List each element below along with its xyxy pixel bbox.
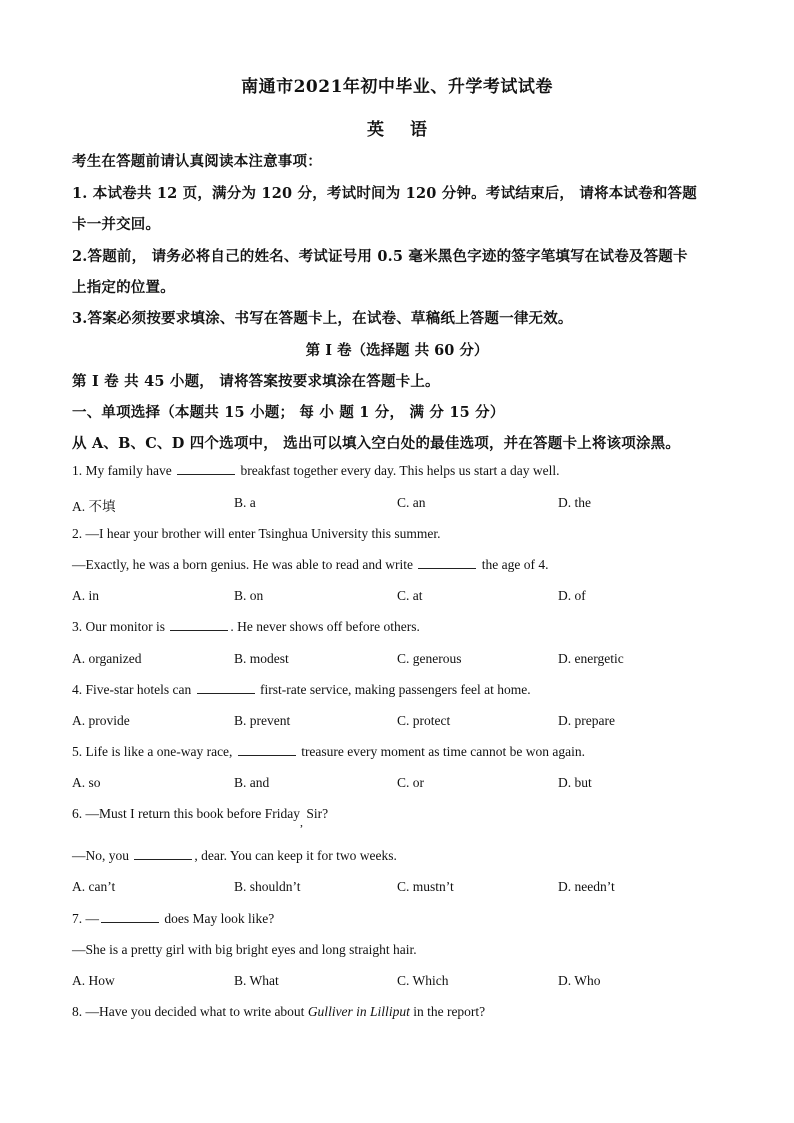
question-6: 6. —Must I return this book before Friday, Sir?	[72, 806, 329, 829]
section-title: 一、单项选择（本题共 15 小题； 每 小 题 1 分， 满 分 15 分）	[72, 404, 505, 421]
question-6-reply: —No, you , dear. You can keep it for two weeks.	[72, 848, 397, 863]
q2-option-c: C. at	[397, 588, 423, 603]
question-8: 8. —Have you decided what to write about Gulliver in Lilliput in the report?	[72, 1004, 486, 1019]
question-2: 2. —I hear your brother will enter Tsinghua University this summer.	[72, 526, 441, 541]
q7-option-d: D. Who	[558, 973, 601, 988]
q5-option-b: B. and	[234, 775, 270, 790]
notice-heading: 考生在答题前请认真阅读本注意事项：	[72, 153, 322, 170]
question-4: 4. Five-star hotels can first-rate service, making passengers feel at home.	[72, 682, 531, 697]
question-3: 3. Our monitor is . He never shows off before others.	[72, 619, 420, 634]
notice-item-1-cont: 卡一并交回。	[72, 216, 161, 233]
question-7-reply: —She is a pretty girl with big bright eyes and long straight hair.	[72, 942, 417, 957]
q1-option-d: D. the	[558, 495, 591, 510]
q4-option-c: C. protect	[397, 713, 451, 728]
q4-option-b: B. prevent	[234, 713, 291, 728]
q7-option-c: C. Which	[397, 973, 449, 988]
q1-option-c: C. an	[397, 495, 426, 510]
q2-option-b: B. on	[234, 588, 264, 603]
answer-blank	[238, 744, 296, 756]
q1-option-a: A. 不填	[72, 499, 116, 514]
answer-blank	[134, 848, 192, 860]
question-5: 5. Life is like a one-way race, treasure every moment as time cannot be won again.	[72, 744, 585, 759]
answer-blank	[197, 682, 255, 694]
section-instruction: 从 A、B、C、D 四个选项中， 选出可以填入空白处的最佳选项，并在答题卡上将该项涂黑。	[72, 435, 681, 452]
q4-option-a: A. provide	[72, 713, 130, 728]
exam-title: 南通市2021年初中毕业、升学考试试卷	[241, 77, 553, 97]
q3-option-b: B. modest	[234, 651, 289, 666]
subject-title: 英语	[367, 120, 453, 140]
question-1: 1. My family have breakfast together every day. This helps us start a day well.	[72, 463, 560, 478]
q2-option-d: D. of	[558, 588, 586, 603]
q7-option-a: A. How	[72, 973, 115, 988]
question-2-reply: —Exactly, he was a born genius. He was able to read and write the age of 4.	[72, 557, 549, 572]
notice-item-2: 2.答题前， 请务必将自己的姓名、考试证号用 0.5 毫米黑色字迹的签字笔填写在试卷及答题卡	[72, 248, 688, 265]
notice-item-3: 3.答案必须按要求填涂、书写在答题卡上，在试卷、草稿纸上答题一律无效。	[72, 310, 573, 327]
q5-option-c: C. or	[397, 775, 424, 790]
q1-option-b: B. a	[234, 495, 256, 510]
notice-item-1: 1. 本试卷共 12 页，满分为 120 分，考试时间为 120 分钟。考试结束后， 请将本试卷和答题	[72, 185, 697, 202]
q6-option-c: C. mustn’t	[397, 879, 454, 894]
q5-option-d: D. but	[558, 775, 592, 790]
q6-option-d: D. needn’t	[558, 879, 615, 894]
notice-item-2-cont: 上指定的位置。	[72, 279, 175, 296]
answer-blank	[101, 911, 159, 923]
q7-option-b: B. What	[234, 973, 279, 988]
answer-blank	[418, 557, 476, 569]
q5-option-a: A. so	[72, 775, 101, 790]
answer-blank	[170, 619, 228, 631]
q3-option-a: A. organized	[72, 651, 142, 666]
q3-option-c: C. generous	[397, 651, 462, 666]
answer-blank	[177, 463, 235, 475]
book-title: Gulliver in Lilliput	[307, 1004, 410, 1019]
question-7: 7. — does May look like?	[72, 911, 275, 926]
part1-title: 第 I 卷（选择题 共 60 分）	[305, 342, 489, 359]
q4-option-d: D. prepare	[558, 713, 615, 728]
q6-option-b: B. shouldn’t	[234, 879, 301, 894]
q2-option-a: A. in	[72, 588, 99, 603]
part1-instruction: 第 I 卷 共 45 小题， 请将答案按要求填涂在答题卡上。	[72, 373, 440, 390]
q3-option-d: D. energetic	[558, 651, 624, 666]
q6-option-a: A. can’t	[72, 879, 116, 894]
